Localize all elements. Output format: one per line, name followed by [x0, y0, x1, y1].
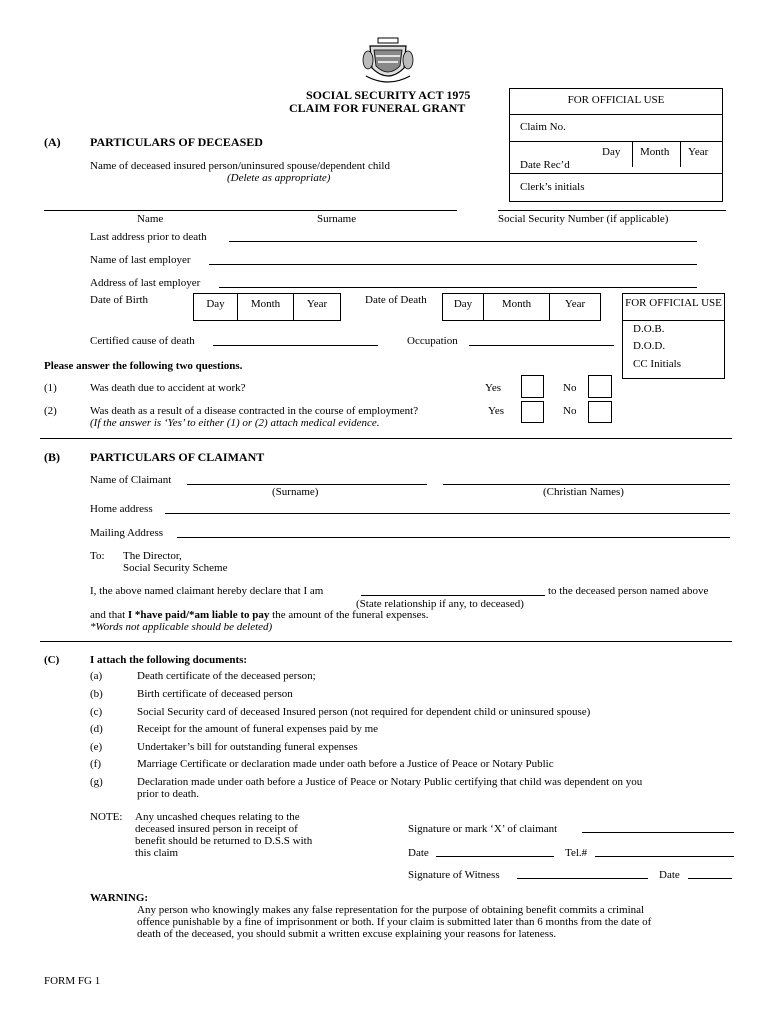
director-label: The Director, — [123, 550, 182, 562]
doc-item-key: (e) — [90, 741, 103, 753]
official-use-box — [509, 88, 723, 202]
relationship-caption: (State relationship if any, to deceased) — [356, 598, 524, 610]
cause-field[interactable] — [213, 345, 378, 346]
q2-text: Was death as a result of a disease contracted in the course of employment? — [90, 405, 419, 417]
section-b-letter: (B) — [44, 450, 60, 464]
warning-line: death of the deceased, you should submit a written excuse explaining your reasons for lateness. — [137, 928, 557, 940]
and-that: and that I *have paid/*am liable to pay the amount of the funeral expenses. — [90, 609, 429, 621]
date-field[interactable] — [436, 856, 554, 857]
note-label: NOTE: — [90, 811, 123, 823]
form-subtitle: CLAIM FOR FUNERAL GRANT — [289, 101, 466, 115]
claimant-christian-field[interactable] — [443, 484, 730, 485]
q1-text: Was death due to accident at work? — [90, 382, 246, 394]
claimant-name-label: Name of Claimant — [90, 474, 172, 486]
section-b-title: PARTICULARS OF CLAIMANT — [90, 450, 265, 464]
section-c-title: I attach the following documents: — [90, 654, 248, 666]
cause-label: Certified cause of death — [90, 335, 195, 347]
official-use-title-2: FOR OFFICIAL USE — [623, 298, 724, 321]
ssn-label: Social Security Number (if applicable) — [498, 213, 669, 225]
divider — [40, 438, 732, 439]
home-address-label: Home address — [90, 503, 153, 515]
words-note: *Words not applicable should be deleted) — [90, 621, 273, 633]
name-description: Name of deceased insured person/uninsured spouse/dependent child — [90, 160, 390, 172]
last-employer-field[interactable] — [209, 264, 697, 265]
date-label: Date — [408, 847, 429, 859]
signature-label: Signature or mark ‘X’ of claimant — [408, 823, 558, 835]
clerk-initials-label: Clerk’s initials — [520, 181, 585, 193]
last-address-field[interactable] — [229, 241, 697, 242]
tel-field[interactable] — [595, 856, 734, 857]
christian-caption: (Christian Names) — [543, 486, 624, 498]
occupation-label: Occupation — [407, 335, 458, 347]
dob-label: Date of Birth — [90, 294, 149, 306]
doc-item-text: Social Security card of deceased Insured person (not required for dependent child or uninsured spouse) — [137, 706, 591, 718]
q2-no-label: No — [563, 405, 577, 417]
day-label: Day — [602, 146, 621, 158]
dod-label: Date of Death — [365, 294, 427, 306]
divider — [40, 641, 732, 642]
dob-official-label: D.O.B. — [633, 323, 665, 335]
form-number: FORM FG 1 — [44, 975, 101, 987]
name-label: Name — [137, 213, 164, 225]
witness-label: Signature of Witness — [408, 869, 500, 881]
q2-yes-label: Yes — [488, 405, 505, 417]
date-recd-label: Date Rec’d — [520, 159, 570, 171]
dod-month-box[interactable]: Month — [483, 293, 550, 321]
official-use-box-2 — [622, 293, 725, 379]
q2-yes-checkbox[interactable] — [521, 401, 544, 423]
scheme-label: Social Security Scheme — [123, 562, 228, 574]
mailing-address-label: Mailing Address — [90, 527, 164, 539]
claimant-surname-field[interactable] — [187, 484, 427, 485]
q1-no-checkbox[interactable] — [588, 375, 612, 398]
paid-liable-text: I *have paid/*am liable to pay — [127, 609, 270, 621]
cc-initials-label: CC Initials — [633, 358, 681, 370]
surname-label: Surname — [317, 213, 357, 225]
surname-caption: (Surname) — [272, 486, 319, 498]
doc-item-key: (d) — [90, 723, 103, 735]
section-a-letter: (A) — [44, 135, 61, 149]
doc-item-continuation: prior to death. — [137, 788, 200, 800]
delete-note: (Delete as appropriate) — [227, 172, 331, 184]
warning-line: Any person who knowingly makes any false representation for the purpose of obtaining benefit commits a criminal — [137, 904, 645, 916]
occupation-field[interactable] — [469, 345, 614, 346]
doc-item-text: Undertaker’s bill for outstanding funeral expenses — [137, 741, 358, 753]
coat-of-arms-icon — [360, 36, 416, 88]
dob-day-box[interactable]: Day — [193, 293, 238, 321]
doc-item-text: Death certificate of the deceased person; — [137, 670, 316, 682]
q1-no-label: No — [563, 382, 577, 394]
warning-title: WARNING: — [90, 892, 149, 904]
note-line: benefit should be returned to D.S.S with — [135, 835, 313, 847]
q2-number: (2) — [44, 405, 57, 417]
signature-field[interactable] — [582, 832, 734, 833]
official-use-title: FOR OFFICIAL USE — [510, 89, 722, 115]
dod-official-label: D.O.D. — [633, 340, 666, 352]
dod-year-box[interactable]: Year — [549, 293, 601, 321]
section-c-letter: (C) — [44, 654, 60, 666]
to-label: To: — [90, 550, 105, 562]
doc-item-key: (f) — [90, 758, 101, 770]
year-label: Year — [688, 146, 709, 158]
doc-item-key: (g) — [90, 776, 103, 788]
doc-item-key: (a) — [90, 670, 103, 682]
doc-item-text: Declaration made under oath before a Justice of Peace or Notary Public certifying that child was dependent on you — [137, 776, 643, 788]
month-label: Month — [640, 146, 670, 158]
tel-label: Tel.# — [565, 847, 588, 859]
claim-no-label: Claim No. — [520, 121, 566, 133]
mailing-address-field[interactable] — [177, 537, 730, 538]
doc-item-key: (b) — [90, 688, 103, 700]
doc-item-text: Marriage Certificate or declaration made under oath before a Justice of Peace or Notary Public — [137, 758, 554, 770]
doc-item-text: Receipt for the amount of funeral expenses paid by me — [137, 723, 379, 735]
employer-address-label: Address of last employer — [90, 277, 201, 289]
dob-year-box[interactable]: Year — [293, 293, 341, 321]
q2-no-checkbox[interactable] — [588, 401, 612, 423]
last-employer-label: Name of last employer — [90, 254, 191, 266]
home-address-field[interactable] — [165, 513, 730, 514]
please-answer: Please answer the following two questions. — [44, 360, 243, 372]
dob-month-box[interactable]: Month — [237, 293, 294, 321]
q1-number: (1) — [44, 382, 57, 394]
q1-yes-label: Yes — [485, 382, 502, 394]
date2-label: Date — [659, 869, 680, 881]
date2-field[interactable] — [688, 878, 732, 879]
deceased-name-line[interactable] — [44, 210, 457, 211]
declaration-end: to the deceased person named above — [548, 585, 709, 597]
dod-day-box[interactable]: Day — [442, 293, 484, 321]
note-line: this claim — [135, 847, 179, 859]
doc-item-text: Birth certificate of deceased person — [137, 688, 293, 700]
note-line: deceased insured person in receipt of — [135, 823, 298, 835]
warning-line: offence punishable by a fine of imprisonment or both. If your claim is submitted later than 6 months from the date of — [137, 916, 652, 928]
q1-yes-checkbox[interactable] — [521, 375, 544, 398]
form-title: SOCIAL SECURITY ACT 1975 — [306, 88, 471, 102]
last-address-label: Last address prior to death — [90, 231, 207, 243]
section-a-title: PARTICULARS OF DECEASED — [90, 135, 263, 149]
note-line: Any uncashed cheques relating to the — [135, 811, 300, 823]
relationship-field[interactable] — [361, 595, 545, 596]
employer-address-field[interactable] — [219, 287, 697, 288]
doc-item-key: (c) — [90, 706, 103, 718]
q2-note: (If the answer is ‘Yes’ to either (1) or (2) attach medical evidence. — [90, 417, 380, 429]
ssn-line[interactable] — [498, 210, 726, 211]
witness-field[interactable] — [517, 878, 648, 879]
declaration-text: I, the above named claimant hereby declare that I am — [90, 585, 324, 597]
